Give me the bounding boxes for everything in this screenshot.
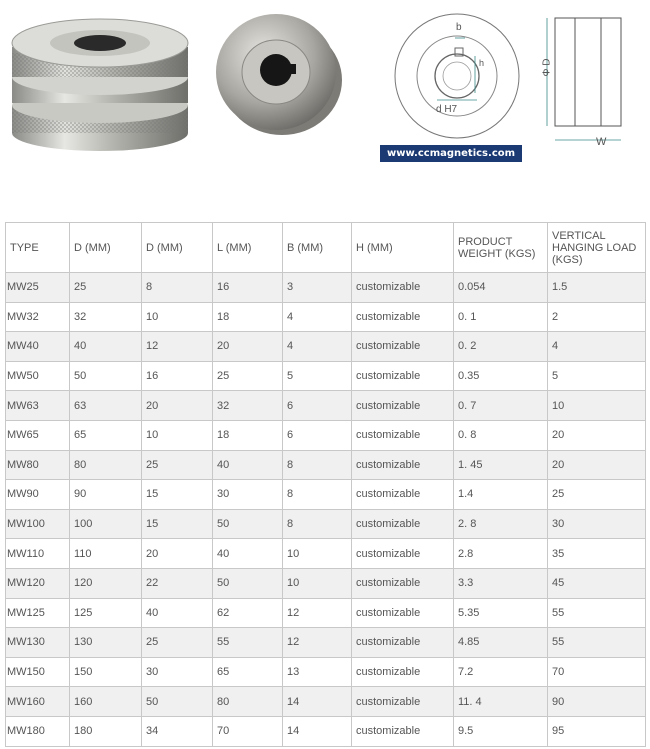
spec-table-body: [6, 273, 646, 747]
cell-inner-diameter: 22: [142, 568, 213, 598]
cell-h: customizable: [352, 568, 454, 598]
cell-length: 30: [213, 480, 283, 510]
cell-outer-diameter: 40: [70, 332, 142, 362]
cell-b: 5: [283, 361, 352, 391]
cell-h: customizable: [352, 450, 454, 480]
label-diameter: Φ D: [541, 58, 553, 77]
cell-type: MW25: [6, 273, 70, 303]
cell-load: 45: [548, 568, 646, 598]
cell-h: customizable: [352, 716, 454, 746]
cell-inner-diameter: 15: [142, 509, 213, 539]
cell-b: 13: [283, 657, 352, 687]
cell-h: customizable: [352, 420, 454, 450]
cell-outer-diameter: 80: [70, 450, 142, 480]
header-b: B (MM): [283, 223, 352, 273]
cell-type: MW80: [6, 450, 70, 480]
table-row: [6, 509, 646, 539]
cell-outer-diameter: 125: [70, 598, 142, 628]
table-row: [6, 302, 646, 332]
cell-length: 18: [213, 420, 283, 450]
cell-load: 70: [548, 657, 646, 687]
cell-inner-diameter: 34: [142, 716, 213, 746]
cell-inner-diameter: 50: [142, 687, 213, 717]
table-header-row: [6, 223, 646, 273]
cell-type: MW65: [6, 420, 70, 450]
cell-load: 55: [548, 628, 646, 658]
cell-h: customizable: [352, 598, 454, 628]
cell-type: MW63: [6, 391, 70, 421]
cell-length: 70: [213, 716, 283, 746]
table-row: [6, 480, 646, 510]
cell-h: customizable: [352, 539, 454, 569]
cell-load: 2: [548, 302, 646, 332]
header-inner-diameter: D (MM): [142, 223, 213, 273]
cell-inner-diameter: 20: [142, 539, 213, 569]
cell-inner-diameter: 15: [142, 480, 213, 510]
cell-weight: 9.5: [454, 716, 548, 746]
cell-b: 3: [283, 273, 352, 303]
cell-weight: 0. 2: [454, 332, 548, 362]
cell-outer-diameter: 32: [70, 302, 142, 332]
cell-length: 25: [213, 361, 283, 391]
cell-weight: 0. 8: [454, 420, 548, 450]
cell-inner-diameter: 10: [142, 420, 213, 450]
cell-length: 32: [213, 391, 283, 421]
cell-outer-diameter: 120: [70, 568, 142, 598]
cell-h: customizable: [352, 480, 454, 510]
cell-weight: 7.2: [454, 657, 548, 687]
cell-weight: 1.4: [454, 480, 548, 510]
label-b: b: [456, 22, 462, 33]
cell-load: 1.5: [548, 273, 646, 303]
table-row: [6, 687, 646, 717]
table-row: [6, 420, 646, 450]
header-load: VERTICAL HANGING LOAD (KGS): [548, 223, 646, 273]
cell-length: 55: [213, 628, 283, 658]
cell-weight: 5.35: [454, 598, 548, 628]
cell-outer-diameter: 65: [70, 420, 142, 450]
cell-load: 90: [548, 687, 646, 717]
cell-length: 62: [213, 598, 283, 628]
cell-inner-diameter: 20: [142, 391, 213, 421]
cell-b: 4: [283, 332, 352, 362]
cell-b: 14: [283, 716, 352, 746]
cell-b: 12: [283, 628, 352, 658]
cell-weight: 0.35: [454, 361, 548, 391]
cell-inner-diameter: 25: [142, 628, 213, 658]
cell-type: MW50: [6, 361, 70, 391]
cell-b: 14: [283, 687, 352, 717]
label-h: h: [479, 58, 485, 68]
cell-length: 50: [213, 568, 283, 598]
cell-weight: 2. 8: [454, 509, 548, 539]
cell-load: 55: [548, 598, 646, 628]
header-length: L (MM): [213, 223, 283, 273]
cell-load: 20: [548, 420, 646, 450]
header-h: H (MM): [352, 223, 454, 273]
cell-h: customizable: [352, 391, 454, 421]
cell-weight: 2.8: [454, 539, 548, 569]
label-width: W: [596, 136, 607, 148]
cell-b: 8: [283, 480, 352, 510]
cell-load: 4: [548, 332, 646, 362]
table-row: [6, 598, 646, 628]
cell-h: customizable: [352, 687, 454, 717]
cell-type: MW40: [6, 332, 70, 362]
cell-length: 50: [213, 509, 283, 539]
cell-b: 8: [283, 509, 352, 539]
product-images: [0, 0, 650, 200]
cell-h: customizable: [352, 302, 454, 332]
cell-outer-diameter: 25: [70, 273, 142, 303]
table-row: [6, 450, 646, 480]
cell-b: 8: [283, 450, 352, 480]
cell-length: 20: [213, 332, 283, 362]
cell-outer-diameter: 180: [70, 716, 142, 746]
table-row: [6, 273, 646, 303]
cell-inner-diameter: 16: [142, 361, 213, 391]
cell-inner-diameter: 25: [142, 450, 213, 480]
cell-weight: 0. 7: [454, 391, 548, 421]
table-row: [6, 361, 646, 391]
cell-h: customizable: [352, 332, 454, 362]
cell-type: MW90: [6, 480, 70, 510]
cell-b: 10: [283, 568, 352, 598]
cell-length: 16: [213, 273, 283, 303]
cell-type: MW32: [6, 302, 70, 332]
cell-h: customizable: [352, 628, 454, 658]
label-d: d H7: [436, 104, 458, 115]
cell-type: MW150: [6, 657, 70, 687]
cell-h: customizable: [352, 361, 454, 391]
cell-weight: 0. 1: [454, 302, 548, 332]
cell-load: 5: [548, 361, 646, 391]
cell-inner-diameter: 12: [142, 332, 213, 362]
header-outer-diameter: D (MM): [70, 223, 142, 273]
cell-type: MW110: [6, 539, 70, 569]
cell-type: MW100: [6, 509, 70, 539]
cell-h: customizable: [352, 657, 454, 687]
cell-outer-diameter: 90: [70, 480, 142, 510]
cell-weight: 0.054: [454, 273, 548, 303]
cell-h: customizable: [352, 509, 454, 539]
cell-inner-diameter: 30: [142, 657, 213, 687]
cell-outer-diameter: 63: [70, 391, 142, 421]
table-row: [6, 568, 646, 598]
cell-outer-diameter: 150: [70, 657, 142, 687]
cell-weight: 3.3: [454, 568, 548, 598]
cell-type: MW180: [6, 716, 70, 746]
cell-type: MW120: [6, 568, 70, 598]
cell-length: 80: [213, 687, 283, 717]
cell-outer-diameter: 110: [70, 539, 142, 569]
cell-b: 6: [283, 391, 352, 421]
cell-load: 10: [548, 391, 646, 421]
cell-b: 10: [283, 539, 352, 569]
cell-load: 35: [548, 539, 646, 569]
cell-length: 65: [213, 657, 283, 687]
cell-type: MW130: [6, 628, 70, 658]
cell-type: MW125: [6, 598, 70, 628]
table-row: [6, 657, 646, 687]
spec-table: [5, 222, 646, 747]
cell-load: 30: [548, 509, 646, 539]
table-row: [6, 539, 646, 569]
cell-inner-diameter: 8: [142, 273, 213, 303]
cell-length: 40: [213, 539, 283, 569]
cell-weight: 11. 4: [454, 687, 548, 717]
cell-load: 25: [548, 480, 646, 510]
header-weight: PRODUCT WEIGHT (KGS): [454, 223, 548, 273]
cell-h: customizable: [352, 273, 454, 303]
technical-drawing-side: [545, 8, 640, 158]
table-row: [6, 391, 646, 421]
cell-outer-diameter: 130: [70, 628, 142, 658]
cell-load: 95: [548, 716, 646, 746]
website-url-banner: www.ccmagnetics.com: [380, 145, 522, 162]
cell-inner-diameter: 10: [142, 302, 213, 332]
cell-b: 4: [283, 302, 352, 332]
cell-weight: 1. 45: [454, 450, 548, 480]
cell-outer-diameter: 160: [70, 687, 142, 717]
cell-outer-diameter: 50: [70, 361, 142, 391]
cell-b: 6: [283, 420, 352, 450]
cell-length: 18: [213, 302, 283, 332]
cell-inner-diameter: 40: [142, 598, 213, 628]
product-photo-stacked: [5, 5, 195, 155]
cell-load: 20: [548, 450, 646, 480]
table-row: [6, 716, 646, 746]
table-row: [6, 332, 646, 362]
table-row: [6, 628, 646, 658]
cell-b: 12: [283, 598, 352, 628]
header-type: TYPE: [6, 223, 70, 273]
cell-length: 40: [213, 450, 283, 480]
cell-outer-diameter: 100: [70, 509, 142, 539]
cell-weight: 4.85: [454, 628, 548, 658]
cell-type: MW160: [6, 687, 70, 717]
product-photo-single: [210, 8, 345, 138]
